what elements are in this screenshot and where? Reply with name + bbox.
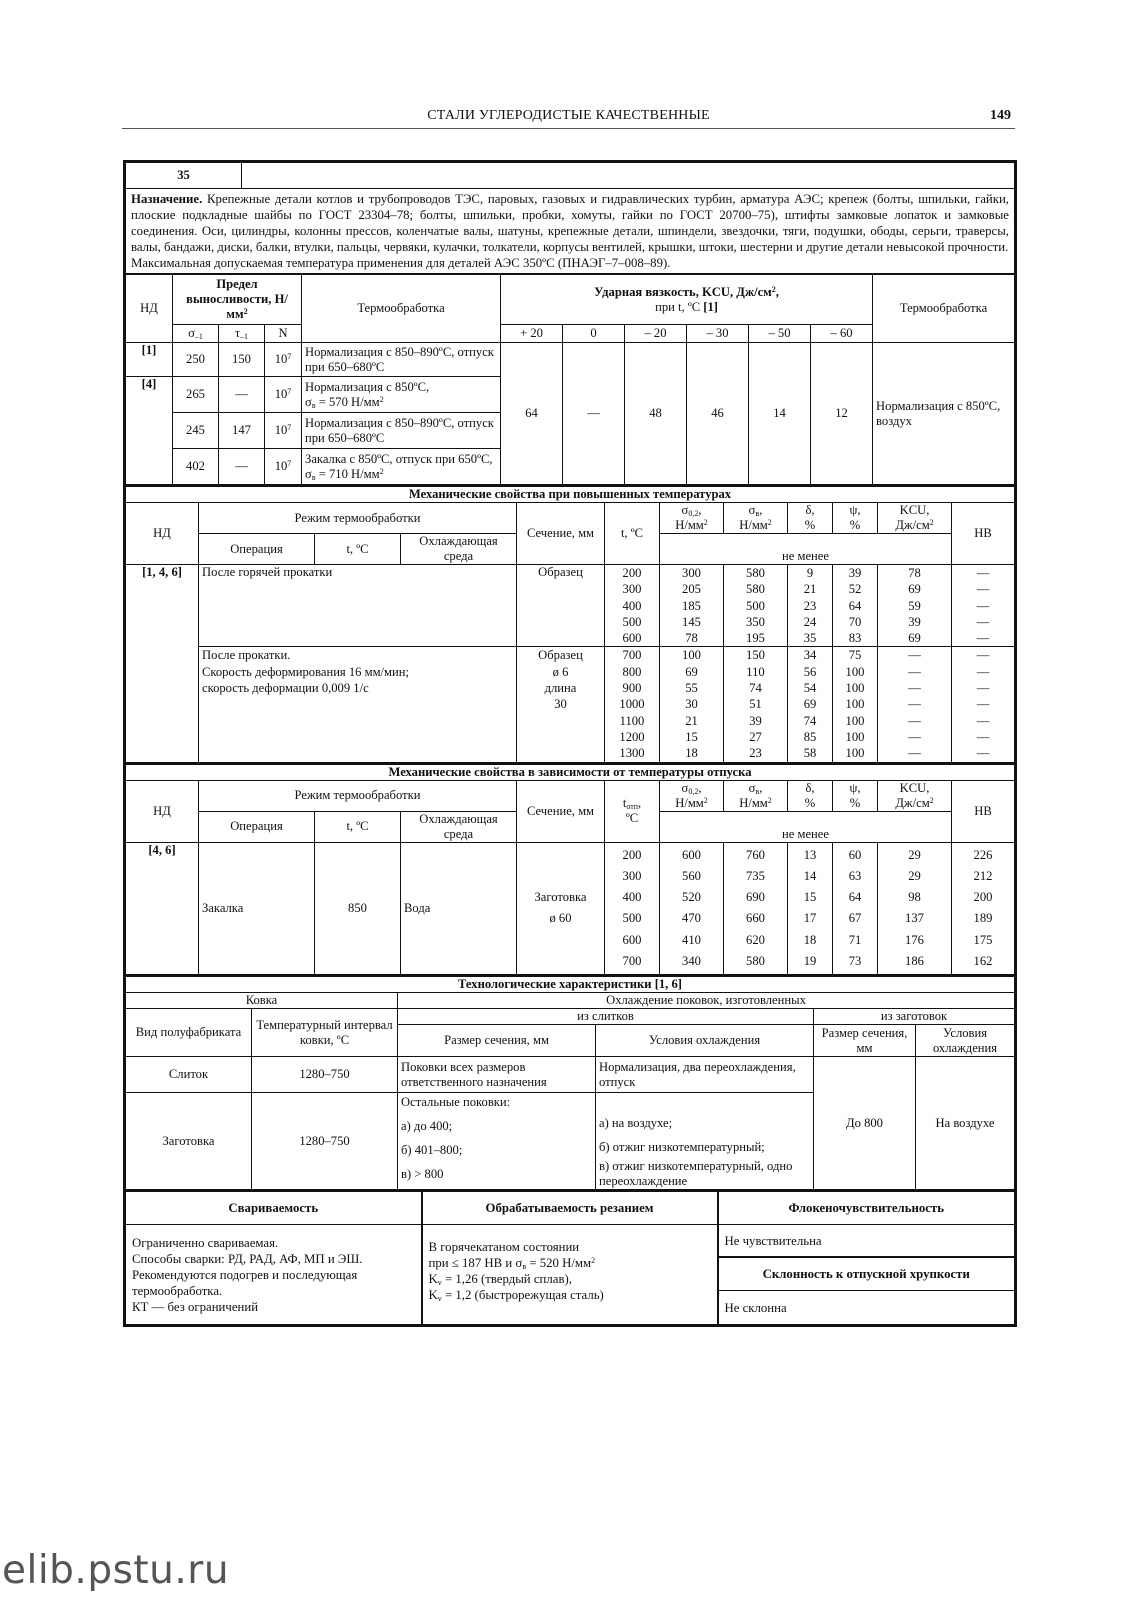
section-title: Механические свойства при повышенных температурах xyxy=(126,486,1015,503)
value-cell: 147 xyxy=(219,413,265,449)
ingots-header: из слитков xyxy=(398,1009,814,1025)
col-sb: 150 110 74 51 39 27 23 xyxy=(724,647,788,762)
not-less-label: не менее xyxy=(660,534,952,565)
interval-header: Температурный интервал ковки, ºС xyxy=(252,1009,398,1057)
max-temp-text: Максимальная допускаемая температура применения для деталей АЭС 350ºС (ПНАЭГ–7–008–89). xyxy=(131,256,671,270)
size2-header: Размер сечения, мм xyxy=(814,1025,916,1057)
value-cell: 265 xyxy=(173,377,219,413)
value-cell: $10^7$ xyxy=(265,343,302,377)
billets-header: из заготовок xyxy=(814,1009,1015,1025)
hot-group-1 xyxy=(126,565,1015,647)
purpose-table xyxy=(125,162,1015,274)
temp-header: t, ºС xyxy=(315,811,401,842)
purpose-label: Назначение. xyxy=(131,192,203,206)
page-number: 149 xyxy=(990,108,1011,123)
col-hb: — — — — — — — xyxy=(952,647,1015,762)
impact-value: 12 xyxy=(811,343,873,485)
kind-header: Вид полуфабриката xyxy=(126,1009,252,1057)
grade-cell: 35 xyxy=(126,163,242,189)
running-title: СТАЛИ УГЛЕРОДИСТЫЕ КАЧЕСТВЕННЫЕ xyxy=(427,108,710,123)
temper-brittleness-cell: Не склонна xyxy=(718,1291,1015,1325)
impact-heat-cell: Нормализация с 850ºС, воздух xyxy=(873,343,1015,485)
impact-header: Ударная вязкость, KCU, $Дж/см^2$, при t, ºС [1] xyxy=(501,275,873,325)
section-header: Сечение, мм xyxy=(517,780,605,842)
kind-cell: Заготовка xyxy=(126,1093,252,1190)
tau-header: $\tau_{-1}$ xyxy=(219,325,265,343)
impact-value: — xyxy=(563,343,625,485)
col-kcu: 29 29 98 137 176 186 xyxy=(878,842,952,975)
cooling-header: Охлаждение поковок, изготовленных xyxy=(398,993,1015,1009)
heat-cell: Нормализация с 850–890ºС, отпуск при 650–680ºС xyxy=(302,413,501,449)
nd-cell: [4] xyxy=(126,377,173,485)
col-hb: 226 212 200 189 175 162 xyxy=(952,842,1015,975)
temper-temp-header: $t_{отп}$, ºС xyxy=(605,780,660,842)
value-cell: 150 xyxy=(219,343,265,377)
hot-properties-table xyxy=(125,485,1015,763)
value-cell: 245 xyxy=(173,413,219,449)
nd-header: НД xyxy=(126,503,199,565)
nd-cell: [1] xyxy=(126,343,173,377)
forging-size-list: а) до 400; б) 401–800; в) > 800 xyxy=(398,1111,596,1190)
value-cell: — xyxy=(219,449,265,485)
billet-size-cell: До 800 xyxy=(814,1057,916,1190)
mode-header: Режим термообработки xyxy=(199,503,517,534)
col-sb: 760 735 690 660 620 580 xyxy=(724,842,788,975)
operation-header: Операция xyxy=(199,534,315,565)
cond2-header: Условия охлаждения xyxy=(916,1025,1015,1057)
temp-header: + 20 xyxy=(501,325,563,343)
hot-group-2 xyxy=(126,647,1015,762)
col-kcu: — — — — — — — xyxy=(878,647,952,762)
kcu-header: KCU, $Дж/см^2$ xyxy=(878,503,952,534)
sb-header: $\sigma_в$, $Н/мм^2$ xyxy=(724,780,788,811)
temp-header: – 30 xyxy=(687,325,749,343)
forging-cond-cell xyxy=(596,1093,814,1111)
col-psi: 75 100 100 100 100 100 100 xyxy=(833,647,878,762)
nd-cell: [4, 6] xyxy=(126,842,199,975)
col-t: 200 300 400 500 600 700 xyxy=(605,842,660,975)
value-cell: $10^7$ xyxy=(265,449,302,485)
section-title: Механические свойства в зависимости от температуры отпуска xyxy=(126,764,1015,781)
impact-value: 64 xyxy=(501,343,563,485)
nd-header: НД xyxy=(126,275,173,343)
temp-cell: 850 xyxy=(315,842,401,975)
kind-cell: Слиток xyxy=(126,1057,252,1093)
billet-cond-cell: На воздухе xyxy=(916,1057,1015,1190)
forging-cond-list: а) на воздухе; б) отжиг низкотемпературный; в) отжиг низкотемпературный, одно переохлаждение xyxy=(596,1111,814,1190)
sigma-header: $\sigma_{-1}$ xyxy=(173,325,219,343)
impact-value: 14 xyxy=(749,343,811,485)
heat-header: Термообработка xyxy=(302,275,501,343)
medium-header: Охлаждающая среда xyxy=(401,811,517,842)
endurance-table xyxy=(125,274,1015,485)
nd-cell: [1, 4, 6] xyxy=(126,565,199,763)
value-cell: 250 xyxy=(173,343,219,377)
table-row xyxy=(126,343,1015,377)
delta-header: δ, % xyxy=(788,780,833,811)
sb-header: $\sigma_в$, $Н/мм^2$ xyxy=(724,503,788,534)
medium-header: Охлаждающая среда xyxy=(401,534,517,565)
mode-header: Режим термообработки xyxy=(199,780,517,811)
s02-header: $\sigma_{0,2}$, $Н/мм^2$ xyxy=(660,503,724,534)
cond-header: Условия охлаждения xyxy=(596,1025,814,1057)
machinability-header: Обрабатываемость резанием xyxy=(422,1191,718,1225)
col-delta: 9 21 23 24 35 xyxy=(788,565,833,647)
col-psi: 60 63 64 67 71 73 xyxy=(833,842,878,975)
heat-cell: Закалка с 850ºС, отпуск при 650ºС, $\sigma_в = 710$ $Н/мм^2$ xyxy=(302,449,501,485)
grade-blank xyxy=(242,163,1015,189)
n-header: N xyxy=(265,325,302,343)
section-title: Технологические характеристики [1, 6] xyxy=(126,976,1015,993)
weld-cell: Ограниченно свариваемая. Способы сварки: РД, РАД, АФ, МП и ЭШ. Рекомендуются подогрев и последующая термообработка. КТ — без ограничений xyxy=(126,1225,422,1325)
page-header xyxy=(122,106,1015,129)
heat-cell: Нормализация с 850–890ºС, отпуск при 650–680ºС xyxy=(302,343,501,377)
col-delta: 34 56 54 69 74 85 58 xyxy=(788,647,833,762)
section-cell: Образец xyxy=(517,565,605,647)
temp-header: 0 xyxy=(563,325,625,343)
temper-properties-table xyxy=(125,763,1015,976)
impact-value: 46 xyxy=(687,343,749,485)
s02-header: $\sigma_{0,2}$, $Н/мм^2$ xyxy=(660,780,724,811)
footer-table xyxy=(125,1190,1015,1326)
endurance-limit-header: Предел выносливости, $Н/мм^2$ xyxy=(173,275,302,325)
forging-cond-cell: Нормализация, два переохлаждения, отпуск xyxy=(596,1057,814,1093)
flake-cell: Не чувствительна xyxy=(718,1225,1015,1257)
operation-cell: Закалка xyxy=(199,842,315,975)
machinability-cell: В горячекатаном состоянии при ≤ 187 НВ и $\sigma_в = 520$ $Н/мм^2$ $K_v = 1,26$ (твердый сплав), $K_v = 1,2$ (быстрорежущая сталь) xyxy=(422,1225,718,1325)
forging-size-cell: Остальные поковки: xyxy=(398,1093,596,1111)
flake-header: Флокеночувствительность xyxy=(718,1191,1015,1225)
impact-value: 48 xyxy=(625,343,687,485)
watermark: elib.pstu.ru xyxy=(2,1548,230,1593)
section-header: Сечение, мм xyxy=(517,503,605,565)
medium-cell: Вода xyxy=(401,842,517,975)
purpose-cell xyxy=(126,189,1015,274)
steel-card xyxy=(123,160,1017,1327)
temper-rows xyxy=(126,842,1015,975)
delta-header: δ, % xyxy=(788,503,833,534)
col-t: 700 800 900 1000 1100 1200 1300 xyxy=(605,647,660,762)
forging-header: Ковка xyxy=(126,993,398,1009)
temp-header: – 60 xyxy=(811,325,873,343)
psi-header: ψ, % xyxy=(833,780,878,811)
temper-brittleness-header: Склонность к отпускной хрупкости xyxy=(718,1257,1015,1291)
col-kcu: 78 69 59 39 69 xyxy=(878,565,952,647)
tech-table xyxy=(125,975,1015,1190)
not-less-label: не менее xyxy=(660,811,952,842)
forging-size-cell: Поковки всех размеров ответственного назначения xyxy=(398,1057,596,1093)
purpose-text: Крепежные детали котлов и трубопроводов ТЭС, паровых, газовых и гидравлических турбин, арматура АЭС; крепеж (болты, шпильки, гайки, плоские подкладные шайбы по ГОСТ 23304–78; болты, шпильки, пробки, хомуты, гайки по ГОСТ 20700–75), штифты замковые лопаток и замковые соединения. Оси, цилиндры, колонны прессов, коленчатые валы, шатуны, крепежные детали, шпиндели, звездочки, тяги, подушки, ободы, серьги, траверсы, валы, бандажи, диски, балки, втулки, пальцы, червяки, кулачки, толкатели, корпусы вентилей, крышки, штоки, шестерни и другие детали невысокой прочности. xyxy=(131,192,1010,254)
kcu-header: KCU, $Дж/см^2$ xyxy=(878,780,952,811)
temp-header: t, ºС xyxy=(315,534,401,565)
value-cell: 402 xyxy=(173,449,219,485)
heat2-header: Термообработка xyxy=(873,275,1015,343)
col-s02: 600 560 520 470 410 340 xyxy=(660,842,724,975)
col-sb: 580 580 500 350 195 xyxy=(724,565,788,647)
col-psi: 39 52 64 70 83 xyxy=(833,565,878,647)
col-delta: 13 14 15 17 18 19 xyxy=(788,842,833,975)
section-cell: Образец ø 6 длина 30 xyxy=(517,647,605,762)
operation-cell: После горячей прокатки xyxy=(199,565,517,647)
col-t: 200 300 400 500 600 xyxy=(605,565,660,647)
size-header: Размер сечения, мм xyxy=(398,1025,596,1057)
heat-cell: Нормализация с 850ºС, $\sigma_в = 570$ $Н/мм^2$ xyxy=(302,377,501,413)
hb-header: HB xyxy=(952,780,1015,842)
operation-header: Операция xyxy=(199,811,315,842)
temp-header: – 50 xyxy=(749,325,811,343)
col-hb: — — — — — xyxy=(952,565,1015,647)
interval-cell: 1280–750 xyxy=(252,1093,398,1190)
value-cell: — xyxy=(219,377,265,413)
col-s02: 100 69 55 30 21 15 18 xyxy=(660,647,724,762)
weld-header: Свариваемость xyxy=(126,1191,422,1225)
value-cell: $10^7$ xyxy=(265,413,302,449)
nd-header: НД xyxy=(126,780,199,842)
psi-header: ψ, % xyxy=(833,503,878,534)
test-temp-header: t, ºС xyxy=(605,503,660,565)
hb-header: HB xyxy=(952,503,1015,565)
section-cell: Заготовка ø 60 xyxy=(517,842,605,975)
col-s02: 300 205 185 145 78 xyxy=(660,565,724,647)
interval-cell: 1280–750 xyxy=(252,1057,398,1093)
temp-header: – 20 xyxy=(625,325,687,343)
operation-cell: После прокатки. Скорость деформирования 16 мм/мин; скорость деформации 0,009 1/с xyxy=(199,647,517,762)
value-cell: $10^7$ xyxy=(265,377,302,413)
